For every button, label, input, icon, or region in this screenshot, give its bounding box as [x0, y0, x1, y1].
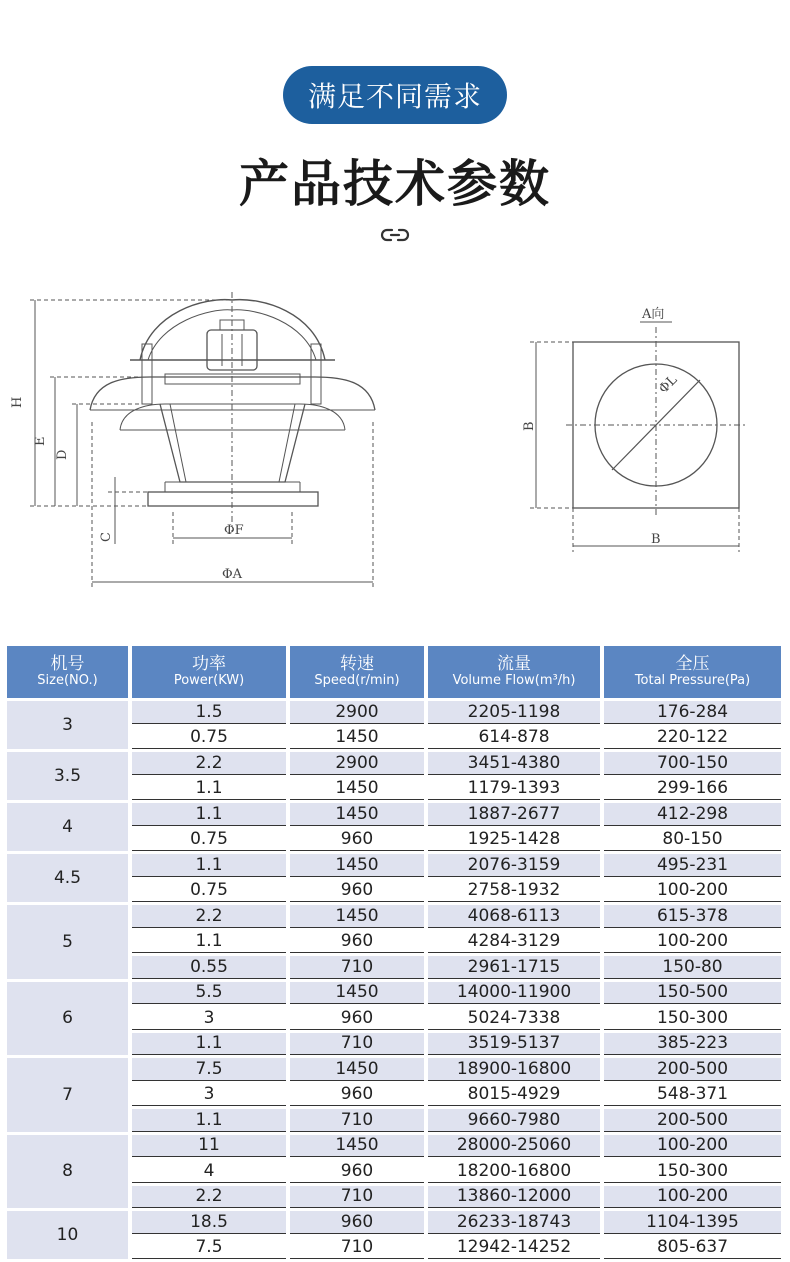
power-cell: 0.55 — [132, 956, 286, 979]
speed-cell: 710 — [290, 1237, 424, 1260]
speed-cell: 1450 — [290, 778, 424, 801]
header-power: 功率 Power(KW) — [132, 646, 286, 698]
power-cell: 7.5 — [132, 1058, 286, 1081]
pressure-cell: 100-200 — [604, 1135, 781, 1158]
size-cell: 5 — [7, 905, 128, 979]
pressure-cell: 412-298 — [604, 803, 781, 826]
pressure-cell: 299-166 — [604, 778, 781, 801]
page-title: 产品技术参数 — [239, 155, 551, 213]
power-cell: 1.1 — [132, 931, 286, 954]
flow-cell: 5024-7338 — [428, 1007, 600, 1030]
speed-cell: 960 — [290, 1211, 424, 1234]
flow-cell: 18900-16800 — [428, 1058, 600, 1081]
dim-label-phi-a: ΦA — [222, 567, 243, 582]
power-cell: 1.5 — [132, 701, 286, 724]
power-cell: 18.5 — [132, 1211, 286, 1234]
header-size: 机号 Size(NO.) — [7, 646, 128, 698]
header-speed: 转速 Speed(r/min) — [290, 646, 424, 698]
size-cell: 4.5 — [7, 854, 128, 902]
power-cell: 3 — [132, 1007, 286, 1030]
power-cell: 0.75 — [132, 880, 286, 903]
pressure-cell: 150-500 — [604, 982, 781, 1005]
speed-cell: 960 — [290, 1160, 424, 1183]
size-cell: 3 — [7, 701, 128, 749]
speed-cell: 1450 — [290, 1135, 424, 1158]
speed-cell: 1450 — [290, 1058, 424, 1081]
table-row — [7, 982, 781, 1005]
power-cell: 5.5 — [132, 982, 286, 1005]
flow-cell: 2076-3159 — [428, 854, 600, 877]
speed-cell: 960 — [290, 931, 424, 954]
table-row — [7, 803, 781, 826]
speed-cell: 1450 — [290, 803, 424, 826]
table-row — [7, 854, 781, 877]
speed-cell: 1450 — [290, 905, 424, 928]
power-cell: 2.2 — [132, 752, 286, 775]
speed-cell: 960 — [290, 880, 424, 903]
flow-cell: 2961-1715 — [428, 956, 600, 979]
speed-cell: 960 — [290, 1084, 424, 1107]
view-label-a: A向 — [642, 307, 665, 322]
size-cell: 3.5 — [7, 752, 128, 800]
pressure-cell: 150-300 — [604, 1007, 781, 1030]
dim-label-e: E — [33, 436, 48, 446]
flow-cell: 8015-4929 — [428, 1084, 600, 1107]
flow-cell: 18200-16800 — [428, 1160, 600, 1183]
pressure-cell: 805-637 — [604, 1237, 781, 1260]
flow-cell: 1179-1393 — [428, 778, 600, 801]
power-cell: 2.2 — [132, 905, 286, 928]
speed-cell: 1450 — [290, 982, 424, 1005]
pressure-cell: 548-371 — [604, 1084, 781, 1107]
power-cell: 3 — [132, 1084, 286, 1107]
pressure-cell: 100-200 — [604, 931, 781, 954]
table-row — [7, 905, 781, 928]
flow-cell: 14000-11900 — [428, 982, 600, 1005]
table-header-row — [7, 646, 781, 698]
size-cell: 6 — [7, 982, 128, 1056]
pressure-cell: 495-231 — [604, 854, 781, 877]
table-row — [7, 701, 781, 724]
flow-cell: 12942-14252 — [428, 1237, 600, 1260]
link-icon — [378, 224, 412, 246]
dim-label-phi-l: ΦL — [656, 372, 681, 397]
flow-cell: 13860-12000 — [428, 1186, 600, 1209]
power-cell: 2.2 — [132, 1186, 286, 1209]
power-cell: 1.1 — [132, 778, 286, 801]
flow-cell: 26233-18743 — [428, 1211, 600, 1234]
speed-cell: 710 — [290, 1186, 424, 1209]
power-cell: 7.5 — [132, 1237, 286, 1260]
size-cell: 10 — [7, 1211, 128, 1259]
header-total-pressure: 全压 Total Pressure(Pa) — [604, 646, 781, 698]
speed-cell: 960 — [290, 829, 424, 852]
table-row — [7, 1135, 781, 1158]
flow-cell: 3451-4380 — [428, 752, 600, 775]
pressure-cell: 220-122 — [604, 727, 781, 750]
pressure-cell: 385-223 — [604, 1033, 781, 1056]
power-cell: 1.1 — [132, 803, 286, 826]
table-body — [7, 701, 781, 1259]
section-badge: 满足不同需求 — [283, 66, 507, 124]
flow-cell: 614-878 — [428, 727, 600, 750]
header-volume-flow: 流量 Volume Flow(m³/h) — [428, 646, 600, 698]
pressure-cell: 100-200 — [604, 1186, 781, 1209]
pressure-cell: 176-284 — [604, 701, 781, 724]
dim-label-b-bottom: B — [651, 532, 661, 547]
dim-label-c: C — [99, 532, 114, 542]
flow-cell: 4068-6113 — [428, 905, 600, 928]
power-cell: 1.1 — [132, 1109, 286, 1132]
power-cell: 11 — [132, 1135, 286, 1158]
pressure-cell: 150-80 — [604, 956, 781, 979]
speed-cell: 710 — [290, 956, 424, 979]
fan-technical-drawing — [0, 282, 790, 602]
speed-cell: 2900 — [290, 752, 424, 775]
power-cell: 1.1 — [132, 854, 286, 877]
size-cell: 8 — [7, 1135, 128, 1209]
table-row — [7, 752, 781, 775]
flow-cell: 1887-2677 — [428, 803, 600, 826]
power-cell: 1.1 — [132, 1033, 286, 1056]
dim-label-phi-f: ΦF — [224, 523, 244, 538]
pressure-cell: 80-150 — [604, 829, 781, 852]
speed-cell: 710 — [290, 1033, 424, 1056]
table-row — [7, 1058, 781, 1081]
dim-label-d: D — [55, 449, 70, 460]
dim-label-h: H — [10, 396, 25, 408]
speed-cell: 1450 — [290, 727, 424, 750]
speed-cell: 960 — [290, 1007, 424, 1030]
pressure-cell: 700-150 — [604, 752, 781, 775]
flow-cell: 1925-1428 — [428, 829, 600, 852]
pressure-cell: 100-200 — [604, 880, 781, 903]
power-cell: 0.75 — [132, 727, 286, 750]
size-cell: 4 — [7, 803, 128, 851]
table-row — [7, 1211, 781, 1234]
side-elevation — [30, 292, 375, 588]
flow-cell: 2758-1932 — [428, 880, 600, 903]
flow-cell: 9660-7980 — [428, 1109, 600, 1132]
dim-label-b-side: B — [522, 421, 537, 431]
pressure-cell: 1104-1395 — [604, 1211, 781, 1234]
flow-cell: 2205-1198 — [428, 701, 600, 724]
pressure-cell: 200-500 — [604, 1058, 781, 1081]
power-cell: 0.75 — [132, 829, 286, 852]
flow-cell: 4284-3129 — [428, 931, 600, 954]
flow-cell: 28000-25060 — [428, 1135, 600, 1158]
pressure-cell: 150-300 — [604, 1160, 781, 1183]
power-cell: 4 — [132, 1160, 286, 1183]
spec-table — [3, 643, 785, 1262]
speed-cell: 710 — [290, 1109, 424, 1132]
flow-cell: 3519-5137 — [428, 1033, 600, 1056]
speed-cell: 2900 — [290, 701, 424, 724]
pressure-cell: 615-378 — [604, 905, 781, 928]
pressure-cell: 200-500 — [604, 1109, 781, 1132]
speed-cell: 1450 — [290, 854, 424, 877]
size-cell: 7 — [7, 1058, 128, 1132]
plan-view — [530, 322, 748, 552]
